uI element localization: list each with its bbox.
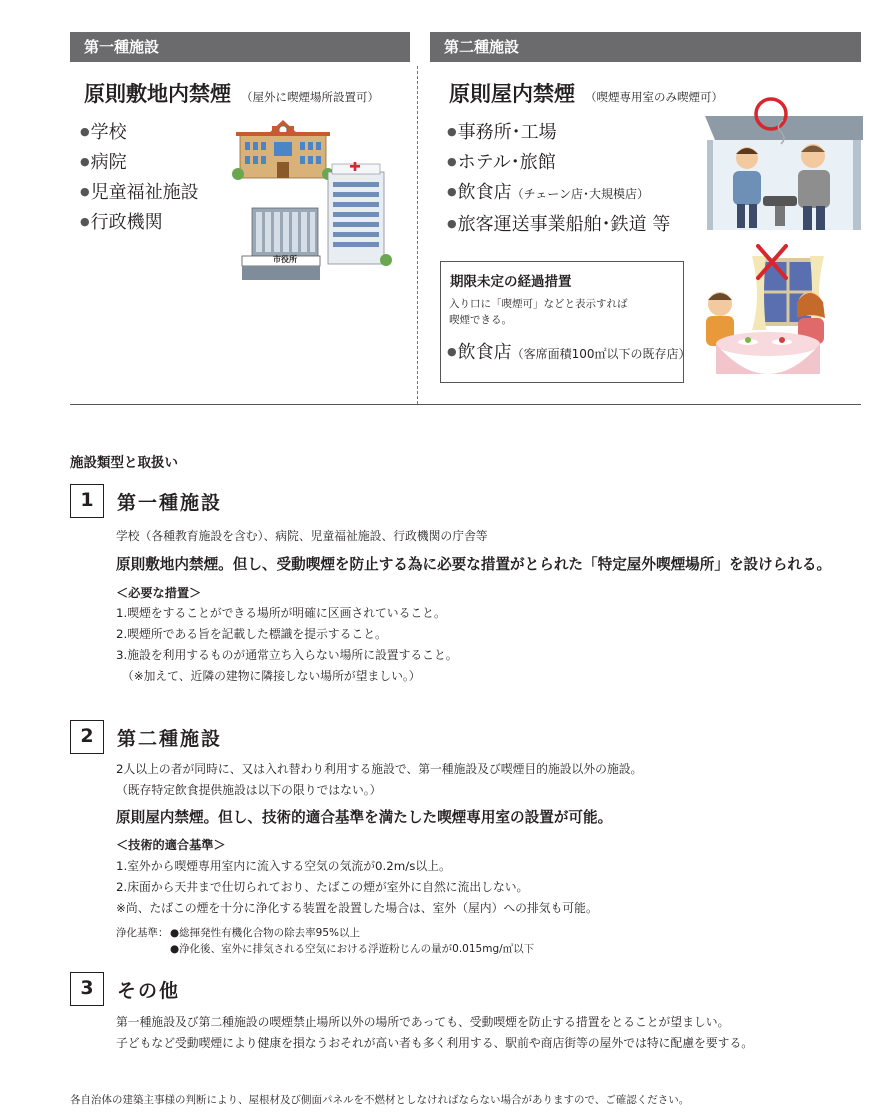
list-item: ● 病院 bbox=[80, 147, 199, 177]
list-item: 3.施設を利用するものが通常立ち入らない場所に設置すること。 bbox=[116, 648, 458, 662]
list-item: ● 行政機関 bbox=[80, 207, 199, 237]
top-panel-rule bbox=[70, 404, 861, 405]
restaurant-illustration bbox=[704, 240, 864, 384]
purify-line-1: ●総揮発性有機化合物の除去率95%以上 bbox=[170, 927, 360, 939]
buildings-illustration bbox=[232, 112, 396, 284]
section-2-title: 第二種施設 bbox=[117, 728, 223, 750]
type2-title-text: 原則屋内禁煙 bbox=[449, 82, 575, 106]
transition-title: 期限未定の経過措置 bbox=[450, 274, 572, 290]
section-heading: 施設類型と取扱い bbox=[70, 455, 178, 471]
section-1-subtitle: ＜必要な措置＞ bbox=[116, 586, 202, 600]
list-item: （既存特定飲食提供施設は以下の限りではない。） bbox=[116, 783, 382, 797]
section-1-lines bbox=[116, 603, 458, 687]
type1-title-note: （屋外に喫煙場所設置可） bbox=[241, 90, 379, 104]
list-item: 1.喫煙をすることができる場所が明確に区画されていること。 bbox=[116, 606, 446, 620]
section-3-lines bbox=[116, 1012, 753, 1054]
list-item: 第一種施設及び第二種施設の喫煙禁止場所以外の場所であっても、受動喫煙を防止する措置をとることが望ましい。 bbox=[116, 1015, 730, 1029]
transition-body-2: 喫煙できる。 bbox=[449, 314, 512, 326]
section-1-desc: 学校（各種教育施設を含む）、病院、児童福祉施設、行政機関の庁舎等 bbox=[116, 529, 488, 543]
type1-header: 第一種施設 bbox=[70, 32, 410, 62]
smoking-room-illustration bbox=[703, 96, 867, 232]
list-item: ● 旅客運送事業船舶･鉄道 等 bbox=[447, 209, 670, 239]
hospital-building bbox=[328, 162, 392, 266]
section-2-subtitle: ＜技術的適合基準＞ bbox=[116, 838, 226, 852]
type1-title-text: 原則敷地内禁煙 bbox=[84, 82, 231, 106]
section-1-title: 第一種施設 bbox=[117, 492, 223, 514]
purify-label: 浄化基準： bbox=[116, 927, 169, 939]
school-building bbox=[232, 120, 334, 180]
section-3-title: その他 bbox=[117, 980, 181, 1002]
section-2-bold: 原則屋内禁煙。但し、技術的適合基準を満たした喫煙専用室の設置が可能。 bbox=[116, 809, 613, 826]
transition-body-1: 入り口に「喫煙可」などと表示すれば bbox=[449, 298, 628, 310]
purify-line-2: ●浄化後、室外に排気される空気における浮遊粉じんの量が0.015mg/㎥以下 bbox=[170, 943, 535, 955]
section-2-desc bbox=[116, 759, 642, 801]
type2-title-note: （喫煙専用室のみ喫煙可） bbox=[585, 90, 723, 104]
list-item: ● 飲食店（客席面積100㎡以下の既存店） bbox=[447, 340, 691, 366]
type1-list bbox=[80, 117, 199, 237]
list-item: ※尚、たばこの煙を十分に浄化する装置を設置した場合は、室外（屋内）への排気も可能。 bbox=[116, 901, 598, 915]
footer-note: 各自治体の建築主事様の判断により、屋根材及び側面パネルを不燃材としなければならない場合がありますので、ご確認ください。 bbox=[70, 1094, 690, 1106]
type2-list bbox=[447, 117, 670, 239]
list-item: ● ホテル･旅館 bbox=[447, 147, 670, 177]
list-item: ● 児童福祉施設 bbox=[80, 177, 199, 207]
transition-item bbox=[447, 340, 691, 366]
city-hall-sign: 市役所 bbox=[273, 255, 297, 264]
list-item: 子どもなど受動喫煙により健康を損なうおそれが高い者も多く利用する、駅前や商店街等の屋外では特に配慮を要する。 bbox=[116, 1036, 754, 1050]
list-item: （※加えて、近隣の建物に隣接しない場所が望ましい。） bbox=[116, 669, 421, 683]
list-item: 2人以上の者が同時に、又は入れ替わり利用する施設で、第一種施設及び喫煙目的施設以外の施設。 bbox=[116, 762, 643, 776]
list-item: 2.床面から天井まで仕切られており、たばこの煙が室外に自然に流出しない。 bbox=[116, 880, 529, 894]
vertical-divider bbox=[417, 66, 418, 404]
list-item: ● 飲食店（チェーン店･大規模店） bbox=[447, 177, 670, 209]
section-2-lines bbox=[116, 856, 598, 919]
section-3-number: 3 bbox=[70, 972, 104, 1006]
list-item: ● 事務所･工場 bbox=[447, 117, 670, 147]
list-item: 1.室外から喫煙専用室内に流入する空気の気流が0.2m/s以上。 bbox=[116, 859, 451, 873]
list-item: ● 学校 bbox=[80, 117, 199, 147]
section-2-number: 2 bbox=[70, 720, 104, 754]
list-item: 2.喫煙所である旨を記載した標識を提示すること。 bbox=[116, 627, 387, 641]
type1-title bbox=[84, 78, 379, 108]
city-hall-building bbox=[242, 208, 320, 280]
section-1-bold: 原則敷地内禁煙。但し、受動喫煙を防止する為に必要な措置がとられた「特定屋外喫煙場所」を設けられる。 bbox=[116, 556, 832, 573]
section-1-number: 1 bbox=[70, 484, 104, 518]
type2-header: 第二種施設 bbox=[430, 32, 861, 62]
type2-title bbox=[449, 78, 723, 108]
